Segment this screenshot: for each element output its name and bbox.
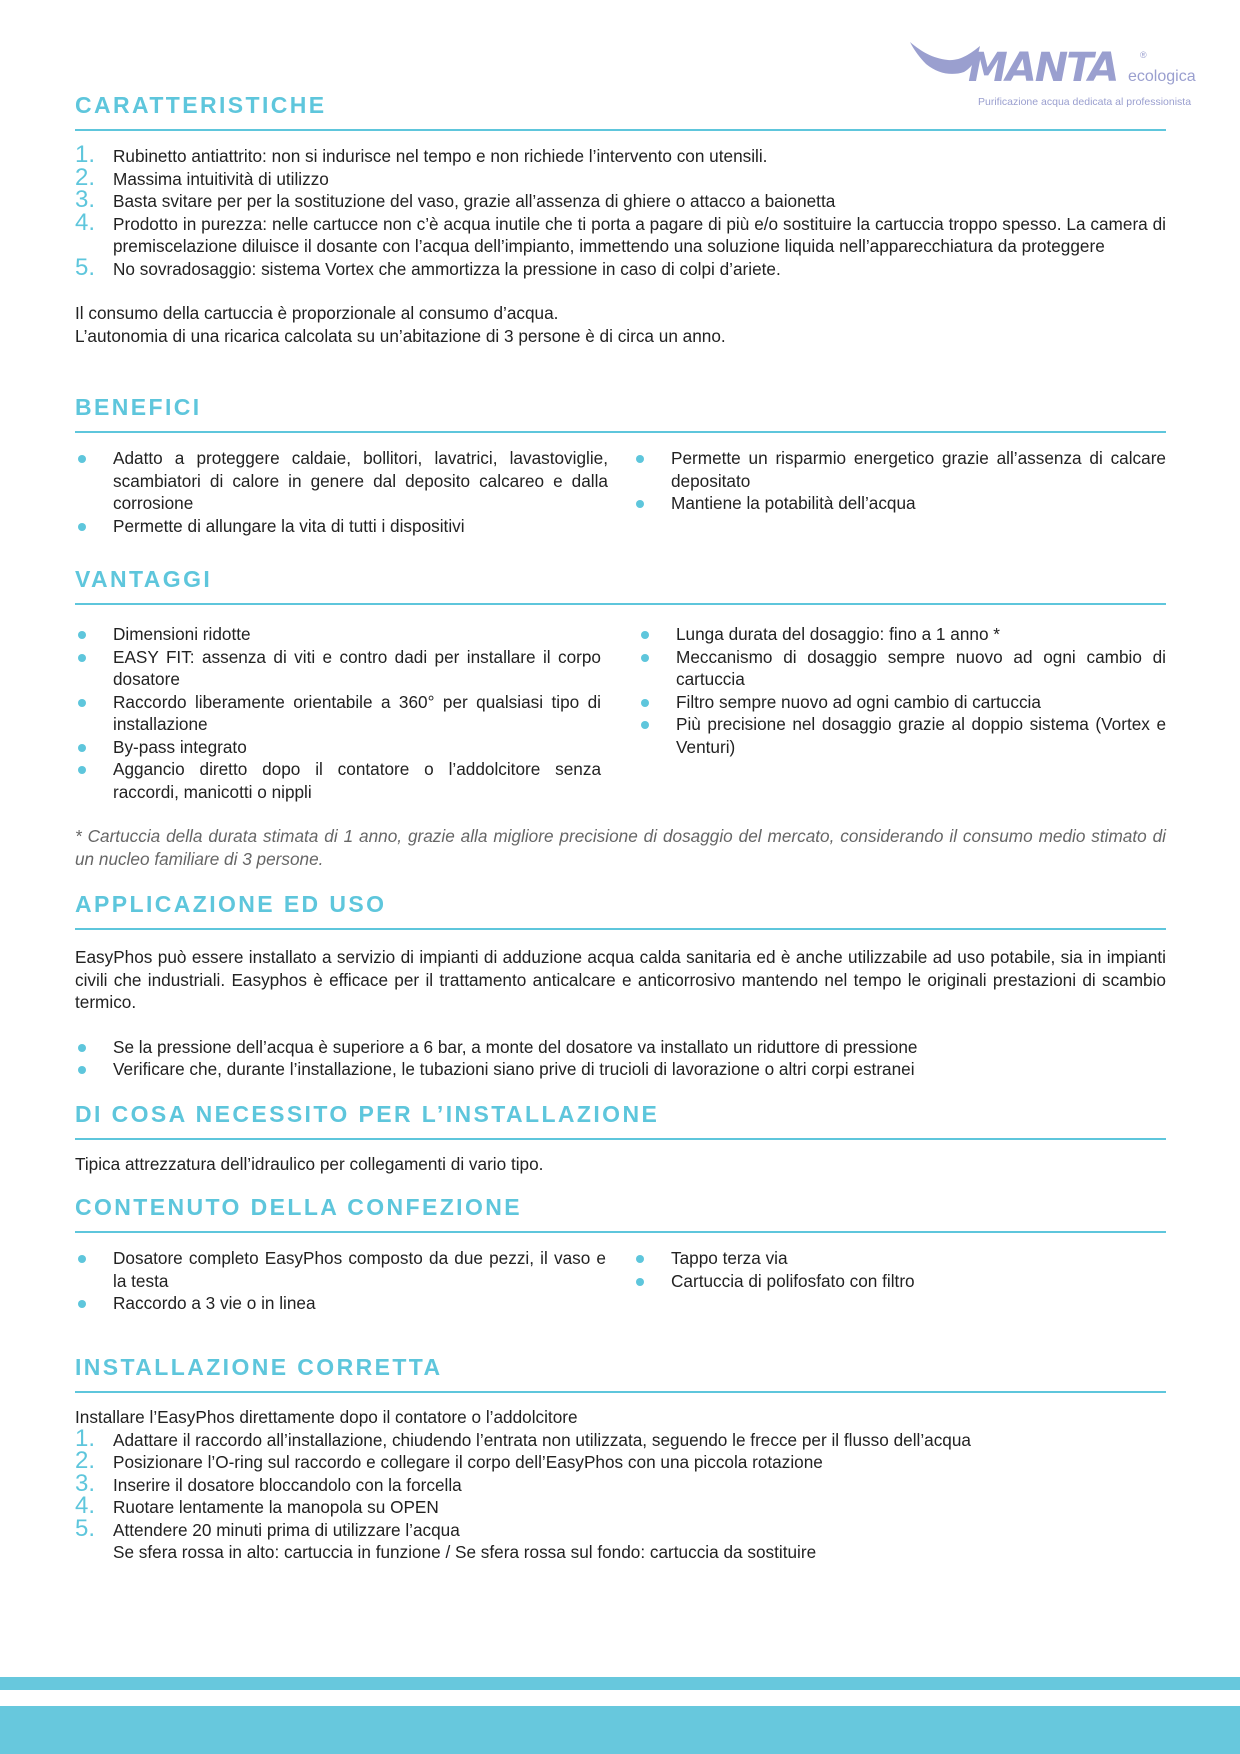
features-list [75, 141, 1166, 281]
list-item [75, 163, 1166, 191]
list-item: Raccordo a 3 vie o in linea [75, 1292, 606, 1315]
list-text: Massima intuitività di utilizzo [113, 168, 329, 189]
list-item: Filtro sempre nuovo ad ogni cambio di cartuccia [638, 691, 1166, 714]
section-title: DI COSA NECESSITO PER L’INSTALLAZIONE [75, 1100, 1166, 1140]
list-item: Mantiene la potabilità dell’acqua [633, 492, 1166, 515]
list-item [75, 186, 1166, 213]
list-item [75, 1514, 1166, 1542]
package-list-left [75, 1247, 606, 1315]
section-title: APPLICAZIONE ED USO [75, 890, 1166, 930]
list-text: Inserire il dosatore bloccandolo con la forcella [113, 1474, 462, 1495]
list-number: 4. [75, 1492, 96, 1519]
section-title: BENEFICI [75, 393, 1166, 433]
install-intro: Installare l’EasyPhos direttamente dopo il contatore o l’addolcitore [75, 1407, 578, 1427]
list-text: Attendere 20 minuti prima di utilizzare l’acqua [113, 1519, 460, 1540]
section-title: INSTALLAZIONE CORRETTA [75, 1353, 1166, 1393]
consumption-paragraph: Il consumo della cartuccia è proporzionale al consumo d’acqua. [75, 303, 559, 323]
section-caratteristiche [75, 91, 1166, 347]
application-paragraph: EasyPhos può essere installato a servizio di impianti di adduzione acqua calda sanitaria ed è anche utilizzabile ad uso potabile, sia in impianti civili che industriali. Easyphos è efficace per il trattamento anticalcare e anticorrosivo mantendo nel tempo le originali prestazioni di scambio termico. [75, 947, 1166, 1012]
list-item: Raccordo liberamente orientabile a 360° per qualsiasi tipo di installazione [75, 691, 601, 736]
list-item: Permette un risparmio energetico grazie all’assenza di calcare depositato [633, 447, 1166, 492]
section-benefici [75, 393, 1166, 537]
status-indicator-note: Se sfera rossa in alto: cartuccia in funzione / Se sfera rossa sul fondo: cartuccia da sostituire [113, 1542, 817, 1562]
list-text: Basta svitare per per la sostituzione del vaso, grazie all’assenza di ghiere o attacco a baionetta [113, 191, 836, 211]
list-number: 2. [75, 1447, 96, 1474]
section-necessito [75, 1100, 1166, 1176]
list-item: Dosatore completo EasyPhos composto da due pezzi, il vaso e la testa [75, 1247, 606, 1292]
logo-brand: MANTA [968, 45, 1118, 91]
list-number: 1. [75, 141, 96, 168]
logo-registered: ® [1140, 50, 1147, 60]
footer-stripe [0, 1677, 1240, 1690]
list-item [75, 1492, 1166, 1519]
list-text: Adattare il raccordo all’installazione, chiudendo l’entrata non utilizzata, seguendo le frecce per il flusso dell’acqua [113, 1429, 971, 1450]
list-item: Se la pressione dell’acqua è superiore a 6 bar, a monte del dosatore va installato un riduttore di pressione [75, 1036, 1166, 1059]
section-title: CARATTERISTICHE [75, 91, 1166, 131]
list-item: Cartuccia di polifosfato con filtro [633, 1270, 1166, 1293]
list-text: Prodotto in purezza: nelle cartucce non c’è acqua inutile che ti porta a pagare di più e/o sostituire la cartuccia troppo spesso. La camera di premiscelazione diluisce il dosante con l’acqua dell’impianto, immettendo una soluzione liquida nell’apparecchiatura da proteggere [113, 213, 1166, 256]
list-item [75, 1424, 1166, 1452]
list-number: 5. [75, 253, 96, 281]
section-title: CONTENUTO DELLA CONFEZIONE [75, 1193, 1166, 1233]
advantages-list-left [75, 623, 601, 803]
benefits-list-left [75, 447, 608, 537]
list-item: By-pass integrato [75, 736, 601, 759]
logo-subtitle: ecologica [1128, 68, 1196, 85]
list-item: Dimensioni ridotte [75, 623, 601, 646]
list-number: 3. [75, 186, 96, 213]
section-vantaggi [75, 565, 1166, 870]
logo-tagline: Purificazione acqua dedicata al professionista [978, 96, 1192, 108]
section-applicazione [75, 890, 1166, 1081]
tools-paragraph: Tipica attrezzatura dell’idraulico per collegamenti di vario tipo. [75, 1154, 544, 1174]
footnote: * Cartuccia della durata stimata di 1 anno, grazie alla migliore precisione di dosaggio del mercato, considerando il consumo medio stimato di un nucleo familiare di 3 persone. [75, 826, 1166, 869]
list-number: 3. [75, 1469, 96, 1497]
list-item: Verificare che, durante l’installazione, le tubazioni siano prive di trucioli di lavorazione o altri corpi estranei [75, 1058, 1166, 1081]
list-item: EASY FIT: assenza di viti e contro dadi per installare il corpo dosatore [75, 646, 601, 691]
list-item [75, 1469, 1166, 1497]
list-item [75, 253, 1166, 281]
list-text: Posizionare l’O-ring sul raccordo e collegare il corpo dell’EasyPhos con una piccola rotazione [113, 1452, 823, 1472]
list-item: Più precisione nel dosaggio grazie al doppio sistema (Vortex e Venturi) [638, 713, 1166, 758]
list-number: 2. [75, 163, 96, 191]
autonomy-paragraph: L’autonomia di una ricarica calcolata su un’abitazione di 3 persone è di circa un anno. [75, 325, 726, 346]
advantages-list-right [638, 623, 1166, 803]
section-installazione [75, 1353, 1166, 1564]
list-item: Meccanismo di dosaggio sempre nuovo ad ogni cambio di cartuccia [638, 646, 1166, 691]
list-item [75, 1447, 1166, 1474]
list-text: Ruotare lentamente la manopola su OPEN [113, 1497, 439, 1517]
package-list-right [633, 1247, 1166, 1315]
footer-band [0, 1706, 1240, 1754]
list-item: Aggancio diretto dopo il contatore o l’addolcitore senza raccordi, manicotti o nippli [75, 758, 601, 803]
install-steps [75, 1424, 1166, 1542]
list-item [75, 141, 1166, 168]
list-item: Lunga durata del dosaggio: fino a 1 anno * [638, 623, 1166, 646]
section-contenuto [75, 1193, 1166, 1315]
list-item [75, 208, 1166, 258]
list-number: 1. [75, 1424, 96, 1452]
list-number: 4. [75, 208, 96, 236]
section-title: VANTAGGI [75, 565, 1166, 605]
list-text: Rubinetto antiattrito: non si indurisce nel tempo e non richiede l’intervento con utensili. [113, 146, 768, 166]
benefits-list-right [633, 447, 1166, 537]
application-list [75, 1036, 1166, 1081]
list-number: 5. [75, 1514, 96, 1542]
list-item: Permette di allungare la vita di tutti i dispositivi [75, 515, 608, 538]
list-item: Tappo terza via [633, 1247, 1166, 1270]
list-item: Adatto a proteggere caldaie, bollitori, lavatrici, lavastoviglie, scambiatori di calore in genere dal deposito calcareo e dalla corrosione [75, 447, 608, 515]
list-text: No sovradosaggio: sistema Vortex che ammortizza la pressione in caso di colpi d’ariete. [113, 258, 781, 279]
